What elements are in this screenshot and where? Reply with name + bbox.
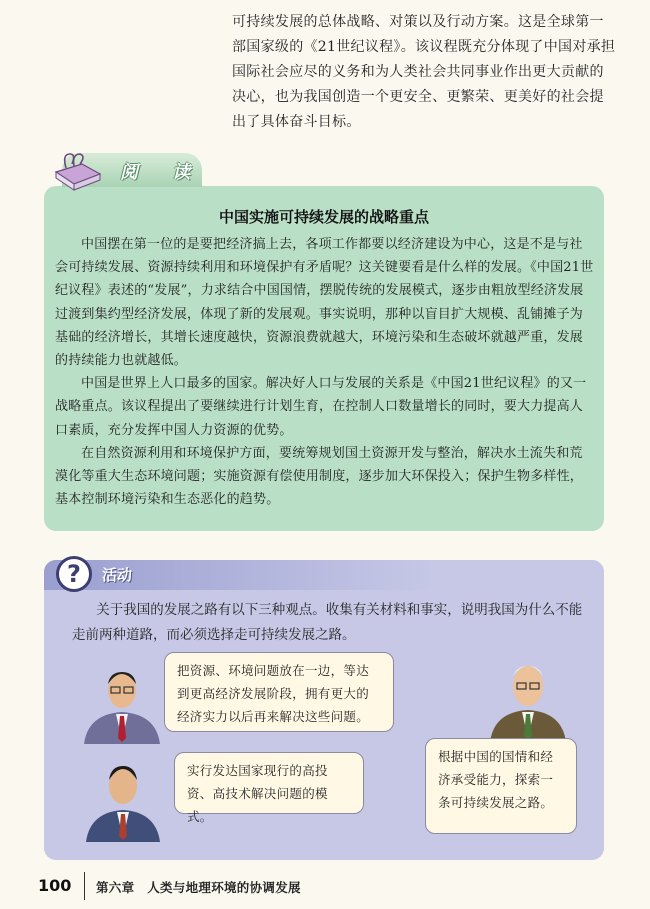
page-number: 100	[38, 876, 72, 895]
notebook-icon	[52, 150, 104, 194]
activity-prompt: 关于我国的发展之路有以下三种观点。收集有关材料和事实，说明我国为什么不能走前两种道路，而必须选择走可持续发展之路。	[72, 602, 583, 643]
footer-divider	[84, 872, 85, 900]
person-young-illustration	[84, 752, 162, 842]
activity-label: 活动	[102, 566, 133, 584]
question-mark-icon: ?	[56, 556, 92, 592]
speech-bubble-2: 实行发达国家现行的高投资、高技术解决问题的模式。	[174, 752, 364, 814]
intro-paragraph: 可持续发展的总体战略、对策以及行动方案。这是全球第一部国家级的《21世纪议程》。该议程既充分体现了中国对承担国际社会应尽的义务和为人类社会共同事业作出更大贡献的决心，也为我国创造一个更安全、更繁荣、更美好的社会提出了具体奋斗目标。	[232, 14, 616, 130]
reading-paragraph-3: 在自然资源利用和环境保护方面，要统筹规划国土资源开发与整治，解决水土流失和荒漠化等重大生态环境问题；实施资源有偿使用制度，逐步加大环保投入；保护生物多样性，基本控制环境污染和生态恶化的趋势。	[55, 445, 584, 508]
speech-bubble-1: 把资源、环境问题放在一边，等达到更高经济发展阶段，拥有更大的经济实力以后再来解决这些问题。	[164, 652, 394, 732]
person-elder-illustration	[488, 650, 568, 742]
reading-heading: 中国实施可持续发展的战略重点	[218, 208, 429, 226]
chapter-title: 第六章 人类与地理环境的协调发展	[96, 880, 301, 895]
reading-paragraph-2: 中国是世界上人口最多的国家。解决好人口与发展的关系是《中国21世纪议程》的又一战略重点。该议程提出了要继续进行计划生育，在控制人口数量增长的同时，要大力提高人口素质，充分发挥中国人力资源的优势。	[55, 376, 587, 438]
speech-bubble-3: 根据中国的国情和经济承受能力，探索一条可持续发展之路。	[425, 738, 577, 834]
reading-paragraph-1: 中国摆在第一位的是要把经济搞上去，各项工作都要以经济建设为中心，这是不是与社会可持续发展、资源持续利用和环境保护有矛盾呢？这关键要看是什么样的发展。《中国21世纪议程》表述的“发展”，力求结合中国国情，摆脱传统的发展模式，逐步由粗放型经济发展过渡到集约型经济发展，体现了新的发展观。事实说明，那种以盲目扩大规模、乱铺摊子为基础的经济增长，其增长速度越快，资源浪费就越大，环境污染和生态破坏就越严重，发展的持续能力也就越低。	[55, 237, 594, 369]
reading-body	[55, 233, 595, 511]
reading-label: 阅 读	[120, 162, 205, 183]
person-glasses-illustration	[82, 660, 162, 744]
